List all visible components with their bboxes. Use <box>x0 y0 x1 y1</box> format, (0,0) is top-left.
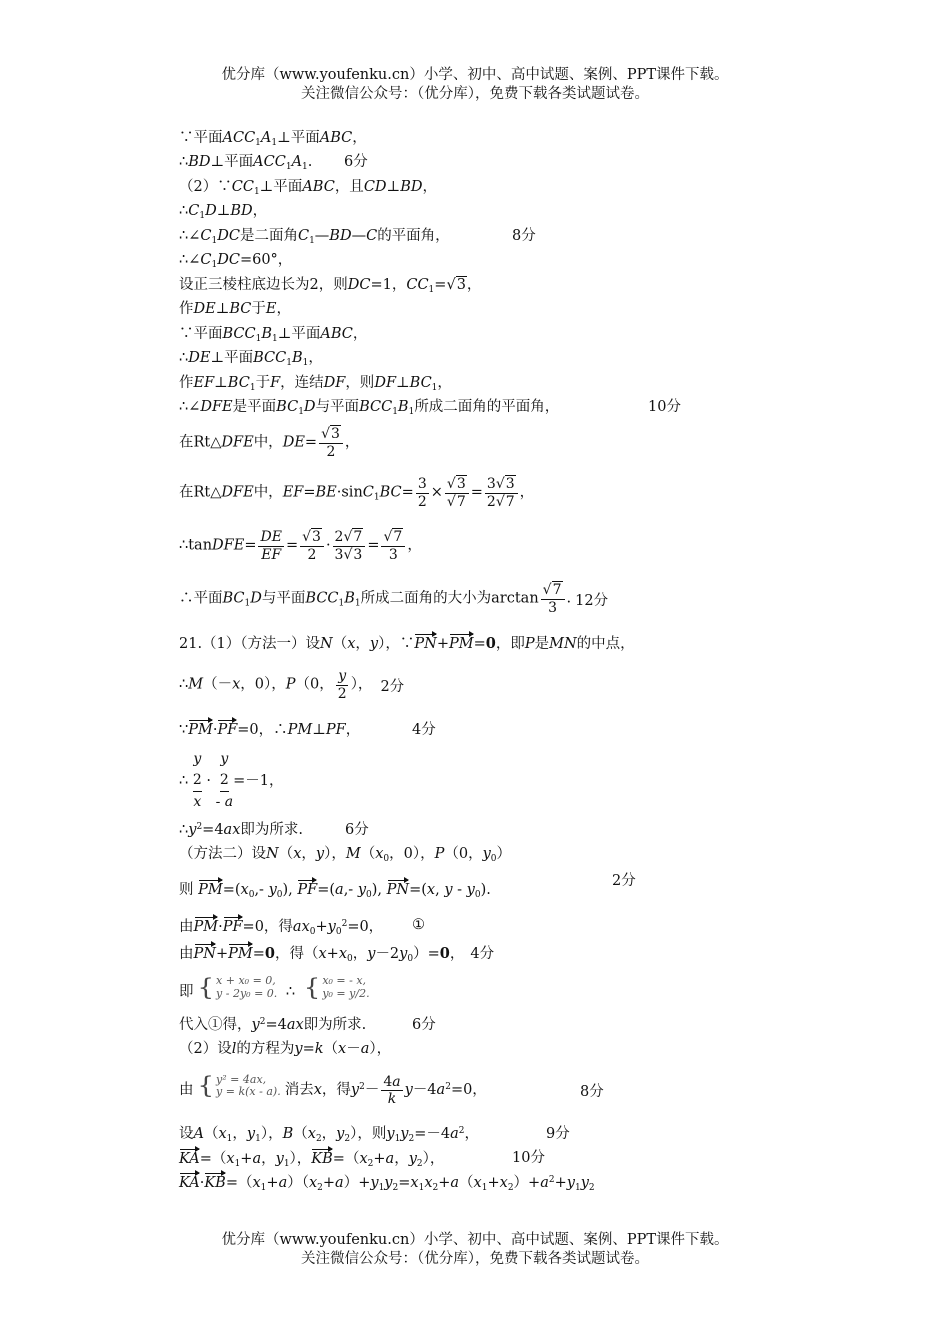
math-text: 则 $PM=(x_0,-$ $y_0$), PF=(a,- $y_0$), PN=(x, y - $y_0$). <box>179 877 491 899</box>
line-4 <box>179 198 779 223</box>
score-mark: 4分 <box>412 721 436 738</box>
math-text: （方法二）设N（x，y），$M(x_0$，0），P（0，$y_0$） <box>179 846 512 865</box>
line-8 <box>179 296 779 321</box>
line-19 <box>179 710 779 746</box>
score-mark: 6分 <box>344 154 368 171</box>
math-text: ∴DE⊥平面$BCC_1B_1$， <box>179 350 323 369</box>
math-text: ∴M（－x，0），P（0， $\frac{y}{2}$ ）， <box>179 668 373 702</box>
line-20 <box>179 746 779 816</box>
math-text: ∵PM·PF=0，∴PM⊥PF， <box>179 717 360 739</box>
math-text: 由 { y² = 4ax, y = k(x - a). 消去x，得$y^2-$ $\frac{4a}{k}$ $y-4a^2=0$， <box>179 1072 487 1107</box>
score-mark: 4分 <box>470 945 495 962</box>
score-mark: 2分 <box>612 873 636 889</box>
score-mark: 2分 <box>380 678 405 695</box>
math-text: ∵平面$ACC_1A_1\perp$平面ABC， <box>179 129 367 148</box>
line-27 <box>179 1011 779 1036</box>
math-text: 设正三棱柱底边长为2，则DC=1，$CC_1=√3$， <box>179 276 482 295</box>
math-text: 即 { x + x₀ = 0, y - 2y₀ = 0. ∴ { x₀ = - x, y₀ = y/2. <box>179 974 370 1002</box>
score-mark: 10分 <box>512 1150 545 1167</box>
math-text: $\therefore\angle C_1DC$是二面角$C_1—BD—C$的平面角， <box>179 227 450 246</box>
footer-line-2: 关注微信公众号：（优分库），免费下载各类试题试卷。 <box>301 1251 649 1267</box>
math-text: ∴平面$BC_1D$与平面$BCC_1B_1$所成二面角的大小为arctan $\frac{√7}{3}$ . <box>179 582 572 616</box>
line-25 <box>179 939 779 965</box>
line-15 <box>179 518 779 574</box>
line-13 <box>179 418 779 468</box>
math-text: ∴ y 2 x · y 2 - a =－1， <box>179 751 284 810</box>
line-18 <box>179 660 779 710</box>
line-23 <box>179 865 779 911</box>
math-text: 21.（1）（方法一）设N（x，y），∵PN+PM=0，即P是MN的中点， <box>179 631 635 653</box>
line-16 <box>179 574 779 624</box>
math-text: 作DE⊥BC于E， <box>179 301 291 318</box>
math-text: $\therefore C_1D\perp BD$， <box>179 203 268 222</box>
math-text: 代入①得，$y^2=4ax$即为所求. <box>179 1016 367 1033</box>
line-30 <box>179 1120 779 1145</box>
line-14 <box>179 468 779 518</box>
page-footer <box>0 1231 950 1269</box>
header-line-2: 关注微信公众号：（优分库），免费下载各类试题试卷。 <box>301 86 649 102</box>
score-mark: 6分 <box>345 821 369 838</box>
math-text: $KA\cdot KB=(x_1+a)(x_2+a)+y_1y_2=x_1x_2+a(x_1+x_2)+a^2+y_1y_2$ <box>179 1170 595 1192</box>
math-text: ∴∠DFE是平面$BC_1D$与平面$BCC_1B_1$所成二面角的平面角， <box>179 399 560 418</box>
math-text: $(2)\because CC_1\perp$平面ABC，且CD⊥BD， <box>179 178 437 197</box>
math-text: $\therefore y^2=4ax$即为所求. <box>179 821 303 838</box>
math-text: 由PM·PF=0，得$ax_0+y_0^2=0$， <box>179 914 383 936</box>
line-9 <box>179 320 779 345</box>
score-mark: 12分 <box>575 592 609 609</box>
math-text: ∴tanDFE= $\frac{DE}{EF}$ = $\frac{√3}{2}$ · $\frac{2√7}{3√3}$ = $\frac{√7}{3}$ ， <box>179 529 422 563</box>
line-3 <box>179 173 779 198</box>
equation-mark: ① <box>412 917 425 933</box>
line-12 <box>179 394 779 419</box>
line-29 <box>179 1060 779 1120</box>
line-26 <box>179 965 779 1011</box>
line-11 <box>179 369 779 394</box>
score-mark: 10分 <box>648 399 681 416</box>
line-1 <box>179 124 779 149</box>
math-text: 作$EF\perp BC_1$于F，连结DF，则$DF\perp BC_1$， <box>179 374 452 393</box>
line-5 <box>179 222 779 247</box>
header-line-1: 优分库（www.youfenku.cn）小学、初中、高中试题、案例、PPT课件下载。 <box>221 67 729 83</box>
line-31 <box>179 1145 779 1170</box>
math-text: ∵平面$BCC_1B_1\perp$平面ABC， <box>179 325 368 344</box>
score-mark: 9分 <box>546 1125 570 1142</box>
math-text: （2）设l的方程为y=k（x－a）， <box>179 1041 392 1058</box>
line-28 <box>179 1036 779 1061</box>
math-text: 由PN+PM=0，得（$x+x_0$，$y-2y_0)=0$， <box>179 941 464 963</box>
line-6 <box>179 247 779 272</box>
math-text: 设$A(x_1$，$y_1$），$B(x_2$，$y_2$），则$y_1y_2=-4a^2$， <box>179 1125 479 1144</box>
math-text: $KA=(x_1+a$，$y_1$），$KB=(x_2+a$，$y_2$）， <box>179 1146 444 1168</box>
math-text: $\therefore\angle C_1DC=60^\circ$， <box>179 252 293 271</box>
line-24 <box>179 911 779 939</box>
score-mark: 6分 <box>412 1016 436 1033</box>
footer-line-1: 优分库（www.youfenku.cn）小学、初中、高中试题、案例、PPT课件下载。 <box>221 1232 729 1248</box>
line-7 <box>179 271 779 296</box>
math-text: 在Rt△DFE中，EF=BE·sinC$_1$BC= $\frac{3}{2}$ × $\frac{√3}{√7}$ = $\frac{3√3}{2√7}$ ， <box>179 476 535 510</box>
line-22 <box>179 841 779 866</box>
line-17 <box>179 624 779 660</box>
math-text: ∴BD⊥平面$ACC_1A_1$. <box>179 154 313 173</box>
math-text: 在Rt△DFE中，DE= $\frac{√3}{2}$ ， <box>179 426 360 460</box>
line-32 <box>179 1169 779 1194</box>
line-10 <box>179 345 779 370</box>
page-header <box>0 66 950 104</box>
score-mark: 8分 <box>580 1083 604 1100</box>
solution-body <box>179 124 779 1194</box>
line-2 <box>179 149 779 174</box>
score-mark: 8分 <box>512 227 536 244</box>
line-21 <box>179 816 779 841</box>
